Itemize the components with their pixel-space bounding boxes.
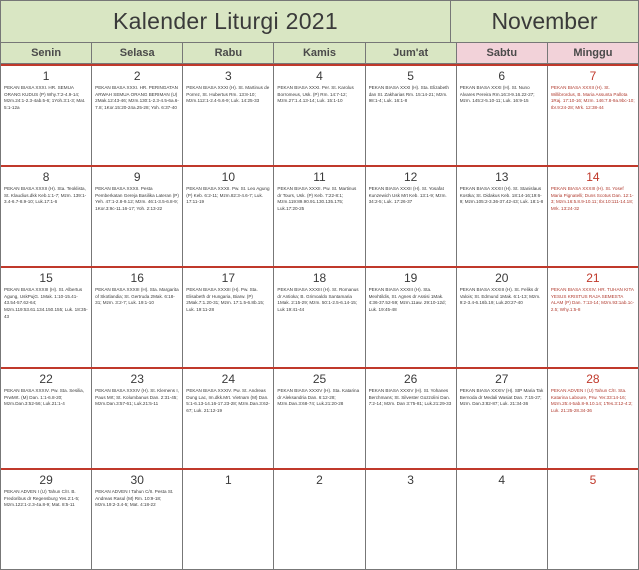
day-cell[interactable]	[548, 66, 638, 165]
day-number: 21	[586, 271, 600, 285]
day-cell[interactable]	[366, 470, 457, 569]
day-number: 1	[42, 69, 50, 83]
day-number: 2	[316, 473, 323, 487]
day-cell[interactable]	[1, 470, 92, 569]
day-number: 18	[312, 271, 327, 285]
month-label: November	[491, 8, 598, 34]
day-cell[interactable]	[92, 369, 183, 468]
day-cell[interactable]	[183, 268, 274, 367]
day-number: 5	[407, 69, 414, 83]
day-cell[interactable]	[92, 268, 183, 367]
day-note: PEKAN BIASA XXXI (H). St. Martinus de Porrez, St. Hubertus Rm. 13:8-10; Mzm.112:1-2.4-5.6-9; Luk. 14:25-33	[186, 85, 270, 104]
day-cell[interactable]	[183, 66, 274, 165]
weekday-sabtu: Sabtu	[457, 43, 548, 63]
calendar-week-row	[1, 266, 638, 367]
day-note: PEKAN BIASA XXXIII (H). St. Romanus dr Antioka; B. Grimoaldo Santamaria 1Mak. 2:15-29; Mzm. 50:1-2.5-6.14-15; Luk 19:41-44	[277, 287, 359, 312]
day-note: PEKAN BIASA XXXI (H). Sta. Elizabeth dan St. Zakharias Rm. 15:14-21; Mzm. 98:1-4; Luk. 16:1-8	[368, 85, 449, 104]
day-note: PEKAN BIASA XXXIII (H). St. Albertus Agung, UskPujG. 1Mak. 1:10-15.41-43.54-57.62-64; Mzm.119:53.61.134.150.155; Luk. 18:35-43	[4, 287, 88, 319]
day-note: PEKAN BIASA XXXII (H). St. Stanislaus Kostka; St. Didakus Keb. 18:14-16;19:6-9; Mzm.105:2-3.36-37.42-43; Luk. 18:1-8	[459, 186, 544, 205]
day-cell[interactable]	[92, 66, 183, 165]
weekday-senin: Senin	[1, 43, 92, 63]
day-number: 12	[403, 170, 418, 184]
day-note: PEKAN BIASA XXXIV. Pw. Sta. Sesilia, PrwMrt. (M) Dan. 1:1-6.8-20; Mzm.Dan.3:52-56; Luk.21:1-4	[4, 388, 85, 407]
day-number: 23	[130, 372, 144, 386]
day-note: PEKAN BIASA XXXIII (H). St. Feliks dr Valois; St. Edmund 1Mak. 6:1-13; Mzm. 9:2-3.4-6.16b.19; Luk.20:27-40	[459, 287, 541, 306]
weekday-header-row	[0, 42, 639, 64]
day-number: 24	[221, 372, 236, 386]
calendar-header	[0, 0, 639, 42]
day-number: 13	[495, 170, 509, 184]
day-note: PEKAN BIASA XXXII. Pw. St. Martinus dr Tours, Usk. (P) Keb. 7:22-8:1; Mzm.119:89.90.91.130.135.175; Luk.17:20-25	[277, 186, 357, 211]
day-cell[interactable]	[457, 66, 548, 165]
day-cell[interactable]	[366, 268, 457, 367]
day-cell[interactable]	[457, 167, 548, 266]
day-note: PEKAN BIASA XXXII (H). St. Willibrordus, B. Maria Assunta Pallota 1Raj. 17:10-16; Mzm. 146:7.8-9a.9bc-10; Ibr.9:24-28; Mrk. 12:38-44	[550, 85, 635, 110]
day-number: 5	[589, 473, 597, 487]
day-note: PEKAN BIASA XXXIV (H). St. Klemens I, Paus Mrt; St. Kolumbanus Dan. 2:31-45; Mzm.Dan.3:57-61; Luk.21:5-11	[95, 388, 179, 407]
day-number: 10	[221, 170, 236, 184]
calendar-title-cell	[1, 1, 451, 42]
day-number: 26	[403, 372, 418, 386]
day-cell[interactable]	[92, 167, 183, 266]
day-number: 11	[313, 170, 326, 184]
day-note: PEKAN BIASA XXXIII (H). Pw. Sta. Elisabeth dr Hungaria, Biarw. (P) 2Mak.7:1.20-31; Mzm. 17:1.5-6.8b.15; Luk. 19:11-28	[186, 287, 265, 312]
weekday-jumat: Jum'at	[366, 43, 457, 63]
day-number: 28	[586, 372, 600, 386]
day-note: PEKAN BIASA XXXII (H). St. Yosafat Kunzewich Usk Mrt Keb. 13:1-9; Mzm. 34:2-5; Luk. 17:26-37	[368, 186, 447, 205]
day-cell[interactable]	[366, 167, 457, 266]
day-cell[interactable]	[457, 268, 548, 367]
day-note: PEKAN BIASA XXXIV (H). St. Yohanes Berchmans; St. Silvester Gozzolini Dan. 7:2-14; Mzm. Dan 3:75-81; Luk.21:29-33	[368, 388, 452, 407]
day-cell[interactable]	[366, 369, 457, 468]
day-cell[interactable]	[1, 66, 92, 165]
day-cell[interactable]	[274, 268, 365, 367]
day-number: 2	[133, 69, 141, 83]
weekday-rabu: Rabu	[183, 43, 274, 63]
day-note: PEKAN BIASA XXXI. HR. SEMUA ORANG KUDUS (P) Why.7:2-4.9-14; Mzm.24:1-2.3-4ab.5-6; 1Yoh.3:1-3; Mat. 5:1-12a	[4, 85, 86, 110]
page-title: Kalender Liturgi 2021	[113, 8, 338, 34]
day-note: PEKAN BIASA XXXIII (H). Sta. Margarita of Skotlandia; St. Gertruda 2Mak. 6:18-31; Mzm. 3:2-7; Luk. 19:1-10	[95, 287, 179, 306]
day-cell[interactable]	[183, 167, 274, 266]
calendar-month-cell	[451, 1, 638, 42]
day-number: 22	[39, 372, 53, 386]
day-number: 6	[498, 69, 506, 83]
day-number: 29	[39, 473, 53, 487]
day-cell[interactable]	[457, 470, 548, 569]
day-number: 20	[495, 271, 509, 285]
day-cell[interactable]	[548, 268, 638, 367]
day-number: 16	[130, 271, 144, 285]
day-note: PEKAN ADVEN I Tahun C/II. Pesta St. Andreas Rasul (M) Rm. 10:9-18; Mzm.19:2-3.4-5; Mat. 4:18-22	[95, 489, 174, 508]
weekday-minggu: Minggu	[548, 43, 638, 63]
day-number: 4	[316, 69, 323, 83]
day-number: 1	[225, 473, 232, 487]
day-cell[interactable]	[1, 369, 92, 468]
day-number: 7	[589, 69, 597, 83]
day-cell[interactable]	[548, 167, 638, 266]
day-number: 17	[221, 271, 236, 285]
day-cell[interactable]	[274, 66, 365, 165]
day-note: PEKAN ADVEN I (U) Tahun C/II. B. Fredoribus dr Regensburg Yes.2:1-5; Mzm.122:1-2.3-4a.8-9; Mat. 8:5-11	[4, 489, 80, 508]
day-number: 19	[403, 271, 418, 285]
day-number: 3	[225, 69, 232, 83]
calendar-week-row	[1, 468, 638, 569]
day-number: 4	[498, 473, 506, 487]
day-number: 3	[407, 473, 414, 487]
calendar-week-row	[1, 64, 638, 165]
day-number: 9	[133, 170, 141, 184]
weekday-kamis: Kamis	[274, 43, 365, 63]
day-cell[interactable]	[92, 470, 183, 569]
day-note: PEKAN BIASA XXXIV (H). Sta. Katarina dr Aleksandria Dan. 6:12-28; Mzm.Dan.3:68-74; Luk.21:20-28	[277, 388, 360, 407]
day-note: PEKAN BIASA XXXII. Pesta Pemberkatan Gereja Basilika Lateran (P) Yeh. 47:1-2.8-9.12; Mzm. 46:1-3.5-6.8-9; 1Kor.3:9c-11.16-17; Yoh. 2:13-22	[95, 186, 179, 211]
day-note: PEKAN BIASA XXXII. Pw. St. Leo Agung (P) Keb. 6:2-11; Mzm.82:3-4.6-7; Luk. 17:11-19	[186, 186, 270, 205]
day-note: PEKAN BIASA XXXIII (H). St. Yosef Maria Pignatelli; Duns Scotus Dan. 12:1-3; Mzm.16:5.8.9-10.11; Ibr.10:111-14.18; Mrk. 13:24-32	[550, 186, 634, 211]
day-cell[interactable]	[183, 369, 274, 468]
day-cell[interactable]	[1, 268, 92, 367]
day-number: 30	[130, 473, 144, 487]
day-cell[interactable]	[457, 369, 548, 468]
day-note: PEKAN BIASA XXXI. HR. PERINGATAN ARWAH SEMUA ORANG BERIMAN (U) 2Mak.12:43-46; Mzm.130:1-2.3-4.5-6a.6-7.8; 1Kor.15:20-24a.25-28; Yoh. 6:37-40	[95, 85, 179, 110]
day-number: 15	[39, 271, 53, 285]
day-cell[interactable]	[548, 369, 638, 468]
calendar-grid	[0, 64, 639, 570]
day-number: 14	[586, 170, 600, 184]
day-cell[interactable]	[548, 470, 638, 569]
calendar-week-row	[1, 165, 638, 266]
day-note: PEKAN BIASA XXXIV (H). StP Maria Tak Bernoda dr Medali Wasiat Dan. 7:15-27; Mzm. Dan.3:82-87; Luk. 21:34-36	[459, 388, 544, 407]
day-note: PEKAN BIASA XXXI (H). St. Nuno Alvares Pereira Rm.16:3-9.16.22-27; Mzm. 145:2-5.10-11; Luk. 16:9-15	[459, 85, 535, 104]
day-cell[interactable]	[274, 369, 365, 468]
day-number: 8	[42, 170, 50, 184]
day-note: PEKAN BIASA XXXIV. HR. TUHAN KITA YESUS KRISTUS RAJA SEMESTA ALAM (P) Dan. 7:13-14; Mzm.93:1ab.1c-2.5; Why.1:5-8	[550, 287, 635, 312]
day-cell[interactable]	[183, 470, 274, 569]
day-note: PEKAN BIASA XXXI. Per. St. Karolus Borromeus, Usk. (P) Rm. 14:7-12; Mzm.27:1.4.13-14; Luk. 15:1-10	[277, 85, 354, 104]
day-cell[interactable]	[1, 167, 92, 266]
calendar-week-row	[1, 367, 638, 468]
day-number: 27	[495, 372, 509, 386]
day-note: PEKAN BIASA XXXIV. Pw. St. Andreas Dung Lac, Im.dkk.Mrt. Vietnam (M) Dan. 5:1-6.13-14.16-17.23-28; Mzm.Dan.3:62-67; Luk. 21:12-19	[186, 388, 270, 413]
day-note: PEKAN ADVEN I (U) Tahun C/II. Sta. Katarina Laboure, Prw. Yer.33:14-16; Mzm.25:4-5ab.8-9.10.14; 1Tes.3:12-4:2; Luk. 21:25-28.34-36	[550, 388, 633, 413]
day-note: PEKAN BIASA XXXIII (H). Sta. Mexhtildis, St. Agnes dr Assisi 1Mak. 4:36-37.52-59; Mzm.11aw. 29:10-12d; Luk. 19:45-48	[368, 287, 446, 312]
day-note: PEKAN BIASA XXXII (H). Sta. Teoklista, St. Klaudius.dkk Keb.1:1-7; Mzm. 139:1-3.4-6.7-8.9-10; Luk.17:1-6	[4, 186, 87, 205]
day-cell[interactable]	[274, 167, 365, 266]
day-number: 25	[312, 372, 327, 386]
day-cell[interactable]	[274, 470, 365, 569]
weekday-selasa: Selasa	[92, 43, 183, 63]
day-cell[interactable]	[366, 66, 457, 165]
